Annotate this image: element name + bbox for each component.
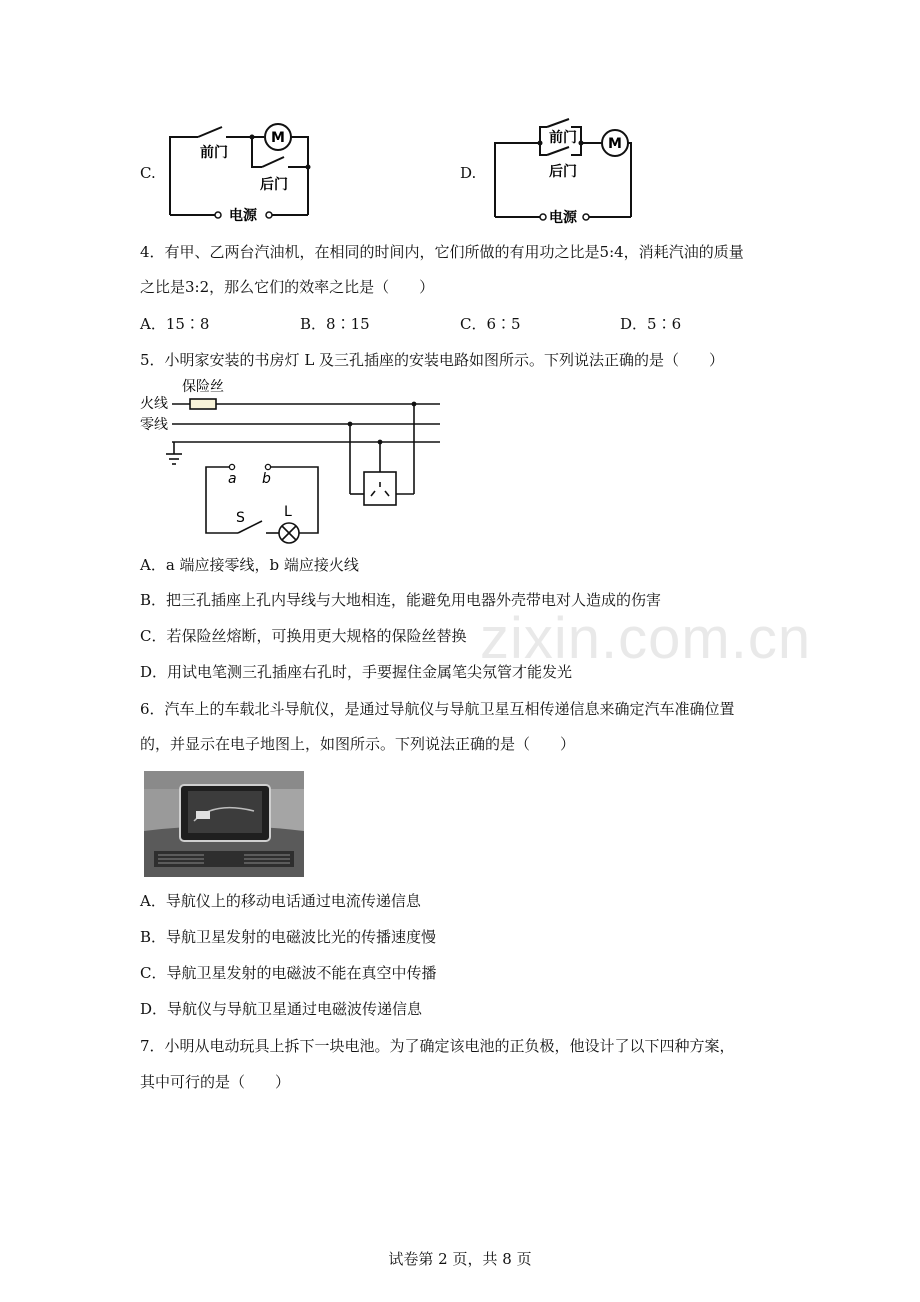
- circuit-diagram-d: [485, 115, 645, 227]
- lamp-label: L: [284, 504, 292, 520]
- q6-option-a[interactable]: A．导航仪上的移动电话通过电流传递信息: [140, 892, 421, 910]
- watermark: zixin.com.cn: [480, 606, 812, 671]
- q7-text-line2: 其中可行的是（ ）: [140, 1073, 291, 1091]
- q4-option-b[interactable]: B．8∶15: [300, 315, 370, 333]
- car-navigation-photo: [144, 771, 304, 877]
- back-door-label: 后门: [549, 164, 577, 180]
- page-footer: 试卷第 2 页，共 8 页: [388, 1250, 532, 1268]
- q4-option-c[interactable]: C．6∶5: [460, 315, 521, 333]
- motor-label: M: [271, 130, 285, 146]
- q6-text-line2: 的，并显示在电子地图上，如图所示。下列说法正确的是（ ）: [140, 735, 576, 753]
- q5-option-a[interactable]: A．a 端应接零线，b 端应接火线: [140, 556, 359, 574]
- q5-option-b[interactable]: B．把三孔插座上孔内导线与大地相连，能避免用电器外壳带电对人造成的伤害: [140, 591, 662, 609]
- neutral-wire-label: 零线: [140, 417, 168, 433]
- option-d-letter: D.: [460, 164, 477, 182]
- q5-option-c[interactable]: C．若保险丝熔断，可换用更大规格的保险丝替换: [140, 627, 467, 645]
- household-circuit-diagram: [138, 375, 448, 545]
- live-wire-label: 火线: [140, 396, 168, 412]
- power-label: 电源: [549, 210, 577, 226]
- q6-option-d[interactable]: D．导航仪与导航卫星通过电磁波传递信息: [140, 1000, 423, 1018]
- front-door-label: 前门: [200, 145, 228, 161]
- terminal-b-label: b: [262, 471, 271, 487]
- option-c-letter: C.: [140, 164, 156, 182]
- q5-text-line1: 5．小明家安装的书房灯 L 及三孔插座的安装电路如图所示。下列说法正确的是（ ）: [140, 351, 725, 369]
- q4-text-line2: 之比是3:2，那么它们的效率之比是（ ）: [140, 278, 435, 296]
- front-door-label: 前门: [549, 130, 577, 146]
- motor-label: M: [608, 136, 622, 152]
- q5-option-d[interactable]: D．用试电笔测三孔插座右孔时，手要握住金属笔尖氖管才能发光: [140, 663, 573, 681]
- switch-label: S: [236, 510, 245, 526]
- q7-text-line1: 7．小明从电动玩具上拆下一块电池。为了确定该电池的正负极，他设计了以下四种方案，: [140, 1037, 735, 1055]
- q6-option-b[interactable]: B．导航卫星发射的电磁波比光的传播速度慢: [140, 928, 437, 946]
- q4-option-d[interactable]: D．5∶6: [620, 315, 682, 333]
- q6-text-line1: 6．汽车上的车载北斗导航仪，是通过导航仪与导航卫星互相传递信息来确定汽车准确位置: [140, 700, 735, 718]
- q4-option-a[interactable]: A．15∶8: [140, 315, 210, 333]
- q6-option-c[interactable]: C．导航卫星发射的电磁波不能在真空中传播: [140, 964, 437, 982]
- back-door-label: 后门: [260, 177, 288, 193]
- terminal-a-label: a: [228, 471, 237, 487]
- fuse-label: 保险丝: [182, 379, 224, 395]
- power-label: 电源: [229, 208, 257, 224]
- q4-text-line1: 4．有甲、乙两台汽油机，在相同的时间内，它们所做的有用功之比是5:4，消耗汽油的质量: [140, 243, 744, 261]
- circuit-diagram-c: [160, 115, 330, 225]
